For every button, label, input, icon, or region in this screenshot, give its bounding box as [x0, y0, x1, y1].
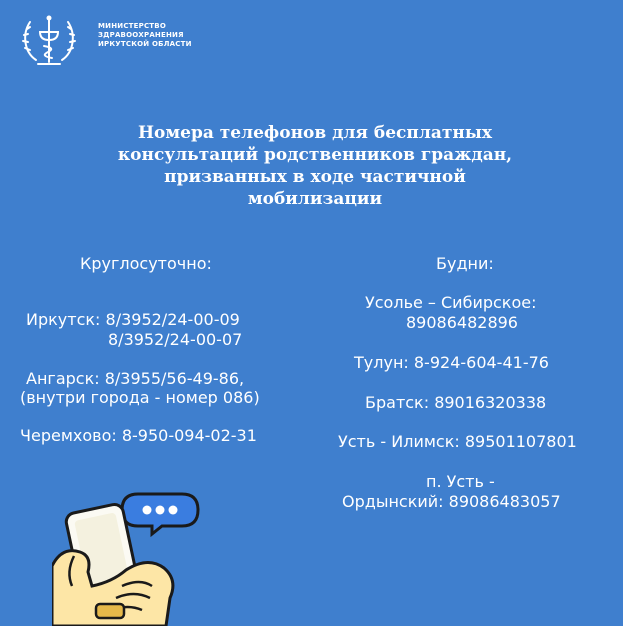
title-line-3: призванных в ходе частичной: [164, 167, 466, 187]
chat-bubble-icon: [122, 494, 198, 534]
cheremkhovo-phone: Черемхово: 8-950-094-02-31: [20, 426, 257, 445]
ust-orda-phone: Ордынский: 89086483057: [342, 492, 561, 511]
ust-ilimsk-phone: Усть - Илимск: 89501107801: [338, 432, 577, 451]
caduceus-wreath-icon: [18, 10, 80, 72]
ust-orda-label: п. Усть -: [426, 472, 495, 491]
bratsk-phone: Братск: 89016320338: [365, 393, 547, 412]
irkutsk-phone-2: 8/3952/24-00-07: [108, 330, 243, 349]
angarsk-note: (внутри города - номер 086): [20, 388, 260, 407]
org-line-3: ИРКУТСКОЙ ОБЛАСТИ: [98, 40, 192, 48]
irkutsk-phone: Иркутск: 8/3952/24-00-09: [26, 310, 240, 329]
left-heading: Круглосуточно:: [80, 254, 212, 273]
hand-holding-phone-icon: [52, 486, 272, 626]
usolye-label: Усолье – Сибирское:: [365, 293, 537, 312]
angarsk-phone: Ангарск: 8/3955/56-49-86,: [26, 369, 245, 388]
title-line-2: консультаций родственников граждан,: [117, 145, 513, 165]
page-title: [90, 122, 540, 210]
usolye-phone: 89086482896: [406, 313, 518, 332]
org-line-2: ЗДРАВООХРАНЕНИЯ: [98, 31, 184, 39]
right-heading: Будни:: [436, 254, 494, 273]
organization-name: [98, 22, 192, 49]
tulun-phone: Тулун: 8-924-604-41-76: [354, 353, 549, 372]
org-line-1: МИНИСТЕРСТВО: [98, 22, 166, 30]
title-line-4: мобилизации: [247, 189, 383, 209]
title-line-1: Номера телефонов для бесплатных: [137, 123, 493, 143]
